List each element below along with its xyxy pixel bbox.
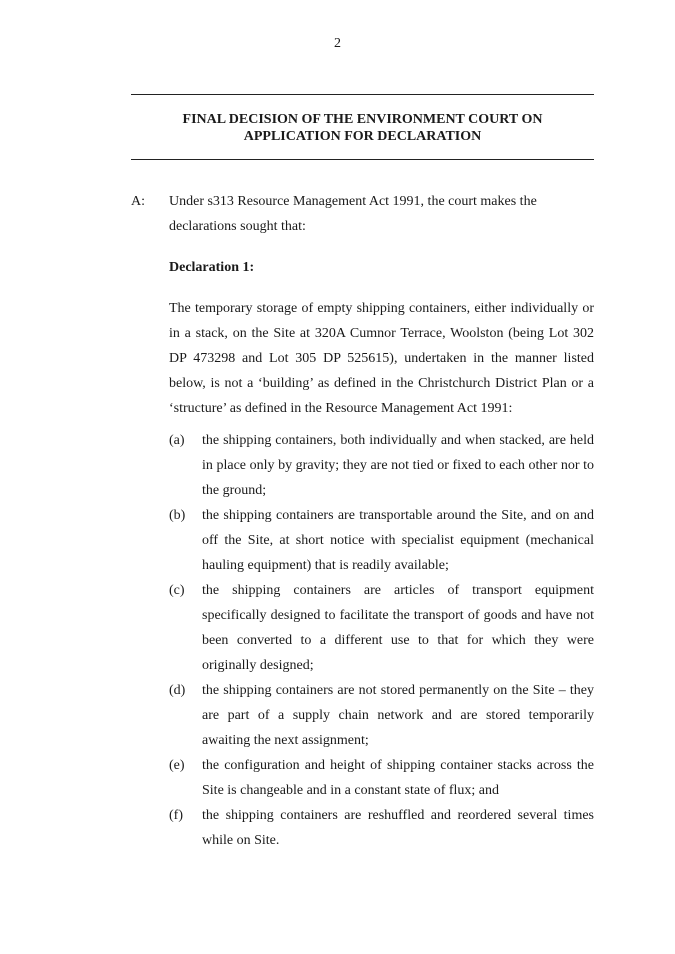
heading-line-1: FINAL DECISION OF THE ENVIRONMENT COURT ON (182, 112, 543, 127)
heading-line-2: APPLICATION FOR DECLARATION (243, 129, 482, 144)
list-item (169, 678, 594, 753)
list-item (169, 428, 594, 503)
declaration-body: The temporary storage of empty shipping containers, either individually or in a stack, on the Site at 320A Cumnor Terrace, Woolston (being Lot 302 DP 473298 and Lot 305 DP 525615), undertaken in the manner listed below, is not a ‘building’ as defined in the Christchurch District Plan or a ‘structure’ as defined in the Resource Management Act 1991: (169, 301, 594, 416)
list-text: the shipping containers are transportable around the Site, and on and off the Site, at short notice with specialist equipment (mechanical hauling equipment) that is readily available; (202, 508, 594, 573)
paragraph-label: A: (131, 194, 145, 209)
list-text: the configuration and height of shipping container stacks across the Site is changeable and in a constant state of flux; and (202, 758, 594, 798)
list-marker: (f) (169, 808, 183, 823)
list-text: the shipping containers are reshuffled and reordered several times while on Site. (202, 808, 594, 848)
top-divider (131, 94, 594, 95)
list-item (169, 753, 594, 803)
list-item (169, 503, 594, 578)
list-marker: (c) (169, 583, 185, 598)
list-marker: (e) (169, 758, 185, 773)
page-number: 2 (334, 36, 341, 51)
list-item (169, 578, 594, 678)
list-text: the shipping containers are not stored permanently on the Site – they are part of a supply chain network and are stored temporarily awaiting the next assignment; (202, 683, 594, 748)
list-marker: (d) (169, 683, 186, 698)
declaration-title: Declaration 1: (169, 260, 255, 275)
document-heading (131, 111, 594, 145)
list-text: the shipping containers, both individually and when stacked, are held in place only by gravity; they are not tied or fixed to each other nor to the ground; (202, 433, 594, 498)
list-item (169, 803, 594, 853)
list-marker: (b) (169, 508, 186, 523)
list-text: the shipping containers are articles of transport equipment specifically designed to facilitate the transport of goods and have not been converted to a different use to that for which they were originally designed; (202, 583, 594, 673)
bottom-divider (131, 159, 594, 160)
list-marker: (a) (169, 433, 185, 448)
conditions-list (169, 428, 594, 853)
paragraph-text: Under s313 Resource Management Act 1991, the court makes the declarations sought that: (169, 194, 537, 234)
